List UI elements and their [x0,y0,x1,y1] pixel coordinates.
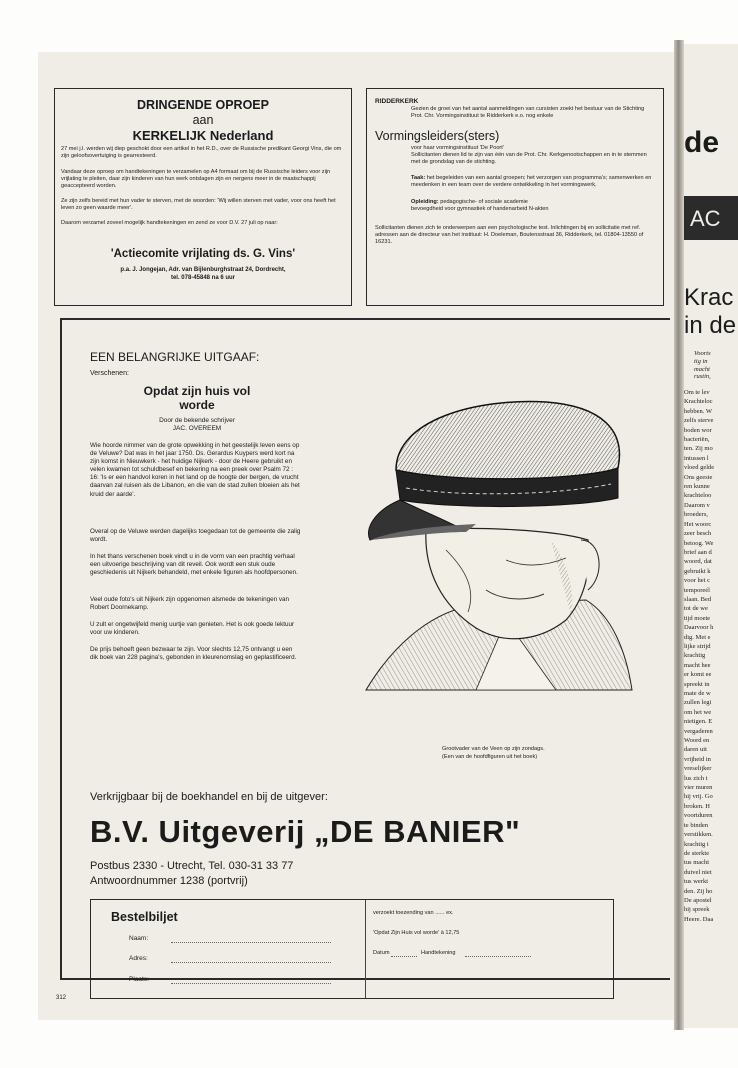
vacancy-ad [366,88,664,306]
vacancy-heading: Vormingsleiders(sters) [375,129,500,143]
next-body-line: slaan. Bed [684,595,712,603]
next-body-line: brief aan d [684,548,712,556]
book-author: JAC. OVEREEM [172,425,222,432]
next-banner-text: AC [690,206,721,231]
available-line: Verkrijgbaar bij de boekhandel en bij de uitgever: [90,791,328,803]
next-body-line: Heere. Daa [684,915,714,923]
order-form-divider [365,900,366,998]
order-signature-label: Handtekening [421,950,456,956]
book-para5: U zult er ongetwijfeld menig uurtje van genieten. Het is ook goede lektuur voor uw kinderen. [90,621,295,637]
next-intro-line: tig in [694,357,708,365]
order-address-label: Adres: [129,955,148,962]
next-body-line: tus werkt [684,878,709,886]
next-body-line: broken. H [684,802,710,810]
next-body-line: spreekt in [684,680,710,688]
next-body-line: zeer besch [684,530,712,538]
next-body-line: er komt ee [684,671,712,679]
next-body-line: bacteriën, [684,436,710,444]
next-body-line: krachtig [684,652,706,660]
next-intro-line: rustin, [694,373,711,381]
book-ad [60,318,670,983]
next-body-line: Krachteloc [684,398,713,406]
appeal-aan: aan [192,113,214,127]
next-body-line: nietigen. E [684,718,713,726]
vacancy-intro: Gezien de groei van het aantal aanmeldingen van cursisten zoekt het bestuur van de Stichting Prot. Chr. Vormingsinstituut te Ridderkerk e.o. nog enkele [411,106,645,119]
book-author-line: Door de bekende schrijver [159,417,235,424]
left-page [38,52,674,1020]
next-body-line: vreselijker [684,765,712,773]
order-date-field[interactable] [391,956,417,957]
next-body-line: om het we [684,708,712,716]
order-request: verzoekt toezending van ...... ex. [373,910,454,916]
next-body-line: te binden [684,821,709,829]
next-body-line: De apostel [684,896,712,904]
order-form-title: Bestelbiljet [111,910,178,924]
next-body-line: macht hee [684,661,711,669]
next-body-line: dig. Met e [684,633,711,641]
next-body-line: de sterkte [684,849,710,857]
order-date-label: Datum [373,950,390,956]
next-body-line: lus zich t [684,774,708,782]
order-place-label: Plaats: [129,976,149,983]
next-body-line: gebruikt k [684,567,711,575]
next-body-line: krachtig i [684,840,709,848]
vacancy-edu-label: Opleiding: [411,199,439,205]
next-body-line: Om te lev [684,389,710,396]
appeal-p3: Ze zijn zelfs bereid met hun vader te sterven, met de woorden: 'Wij willen sterven met vader, voor ons heeft het leven zo geen waarde meer'. [61,198,336,211]
order-form [90,899,614,999]
publisher-name: B.V. Uitgeverij „DE BANIER" [90,814,521,849]
grandfather-portrait-illustration [356,390,636,700]
next-intro-line: Voorts [694,350,711,357]
next-banner [684,196,738,240]
next-body-line: temporeél [684,586,710,594]
next-body-line: tus macht [684,859,710,867]
next-headline-1: Krac [684,284,734,311]
order-address-field[interactable] [171,962,331,963]
vacancy-sub: voor haar vormingsinstituut 'De Poort' [411,145,504,151]
next-body-line: hij spreek [684,906,710,914]
next-body-line: vloed gelde [684,464,715,472]
order-place-field[interactable] [171,983,331,984]
next-body-line: zullen legi [684,699,712,707]
next-body-line: mate de w [684,690,711,697]
portrait-caption-2: (Een van de hoofdfiguren uit het boek) [442,754,538,760]
next-body-line: tot de we [684,605,708,613]
next-body-line: lijke strijd [684,642,711,650]
appeal-p2: Vandaar deze oproep om handtekeningen te verzamelen op A4 formaat om bij de Russische leiders voor zijn vrijlating te pleiten, daar zijn kinderen van hun werk ontslagen zijn en nergens meer in de maatschappij geaccepteerd worden. [61,169,331,189]
next-body-line: den. Zij ho [684,887,713,895]
next-body-line: zelfs sterve [684,417,714,425]
vacancy-req: Sollicitanten dienen lid te zijn van één van de Prot. Chr. Kerkgenootschappen en in te stemmen met de grondslag van de stichting. [411,152,647,165]
next-body-line: voortduren [684,812,713,820]
order-item-text: 'Opdat Zijn Huis vol worde' à 12,75 [373,930,460,936]
next-body-line: krachteloo [684,492,712,500]
vacancy-edu [411,199,561,213]
next-body-line: Het woorc [684,520,712,528]
appeal-p1: 27 mei j.l. werden wij diep geschokt door een artikel in het R.D., over de Russische predikant Georgi Vins, die om zijn geloofsovertuiging is gearresteerd. [61,146,342,159]
order-signature-field[interactable] [465,956,531,957]
book-para3: In het thans verschenen boek vindt u in de vorm van een prachtig verhaal een uitvoerige beschrijving van dit reveil. Ook wordt een stuk oude geschiedenis uit Nijkerk behandeld, met enkele figuren als hoofdpersonen. [90,553,298,577]
next-body-line: Daarom v [684,501,710,509]
next-body-line: voor het c [684,577,710,585]
vacancy-task [411,175,655,189]
publisher-antwoord: Antwoordnummer 1238 (portvrij) [90,875,248,887]
appeal-org-text: KERKELIJK Nederland [132,128,274,143]
appeal-ad [54,88,352,306]
next-body-line: broeders, [684,511,709,519]
next-body-line: vrijheid in [684,755,711,763]
vacancy-outro: Sollicitanten dienen zich te onderwerpen aan een psychologische test. Inlichtingen bij en sollicitatie met ref. adressen aan de directeur van het instituut: H. Doeleman, Boutensstraat 36, Ridderkerk, tel. 01804-13550 of 16231. [375,225,644,245]
book-para1: Wie hoorde nimmer van de grote opwekking in het geestelijk leven eens op de Veluwe? Dat was in het jaar 1750. Ds. Gerardus Kuypers werd kort na zijn komst in Nieuwkerk - het huidige Nijkerk - door de Heere gebruikt en velen kwamen tot schuldbesef en bekering na een preek over Psalm 72 : 16: 'Is er een handvol koren in het land op de hoogte der bergen, de vrucht daarvan zal ruisen als de Libanon, en die van de stad zullen bloeien als het kruid der aarde'. [90,442,300,498]
order-name-field[interactable] [171,942,331,943]
book-published: Verschenen: [90,370,129,377]
next-body-line: daren uit [684,746,707,754]
appeal-address1: p.a. J. Jongejan, Adr. van Bijlenburghstraat 24, Dordrecht, [120,267,286,273]
next-body-line: intussen l [684,454,709,462]
next-body-line: tijd moete [684,614,711,622]
next-body-line: betoog. We [684,539,714,547]
next-intro [694,350,738,381]
next-body-line: hij vrij. Go [684,793,713,801]
next-body-line: verstikken. [684,831,713,839]
appeal-address2: tel. 078-45848 na 6 uur [170,275,236,281]
next-body-line: Ons geeste [684,473,713,481]
next-body-line: vergaderen [684,727,713,735]
next-body-line: Woord en [684,737,710,745]
right-page-fragment [684,44,738,1028]
publisher-postbus: Postbus 2330 - Utrecht, Tel. 030-31 33 77 [90,860,294,872]
book-para6: De prijs behoeft geen bezwaar te zijn. Voor slechts 12,75 ontvangt u een dik boek van 228 pagina's, gebonden in kleurenomslag en geplastificeerd. [90,646,297,662]
vacancy-edu-text: pedagogische- of sociale academie bevoegdheid voor gymnastiek of handenarbeid N-akten [411,199,549,212]
appeal-title: DRINGENDE OPROEP [137,98,269,112]
page-number: 312 [56,995,67,1001]
next-body-line: Daarvoor h [684,624,714,632]
portrait-caption-1: Grootvader van de Veen op zijn zondags. [442,746,545,752]
page-gutter [674,40,684,1030]
next-body-line: duivel niet [684,868,712,876]
next-body-column [684,388,714,924]
vacancy-task-label: Taak: [411,175,426,181]
book-para2: Overal op de Veluwe werden dagelijks toegedaan tot de gemeente die zalig wordt. [90,528,301,544]
appeal-p4: Daarom verzamel zoveel mogelijk handtekeningen en zend ze voor D.V. 27 juli op naar: [61,220,278,226]
order-name-label: Naam: [129,935,149,942]
next-body-line: woord, dat [684,558,712,566]
next-body-line: hebben. W [684,407,713,415]
next-headline-2: in de [684,312,737,339]
appeal-committee: 'Actiecomite vrijlating ds. G. Vins' [110,248,296,260]
next-intro-line: macht [694,365,710,373]
next-body-line: ten. Zij mo [684,445,713,453]
next-body-line: ren kunne [684,483,710,491]
appeal-org [55,128,351,143]
vacancy-task-text: het begeleiden van een aantal groepen; het verzorgen van programma's; samenwerken en meedenken in een team over de verdere ontwikkeling in het vormingswerk. [411,175,652,188]
next-masthead: de [684,126,720,159]
book-kicker: EEN BELANGRIJKE UITGAAF: [90,350,260,364]
next-body-line: vier muren [684,784,713,792]
vacancy-place: RIDDERKERK [375,98,419,105]
next-body-line: boden wor [684,426,712,434]
book-para4: Veel oude foto's uit Nijkerk zijn opgenomen alsmede de tekeningen van Robert Doornekamp. [90,596,289,612]
order-item [373,930,459,936]
book-title: Opdat zijn huis vol worde [143,384,251,412]
